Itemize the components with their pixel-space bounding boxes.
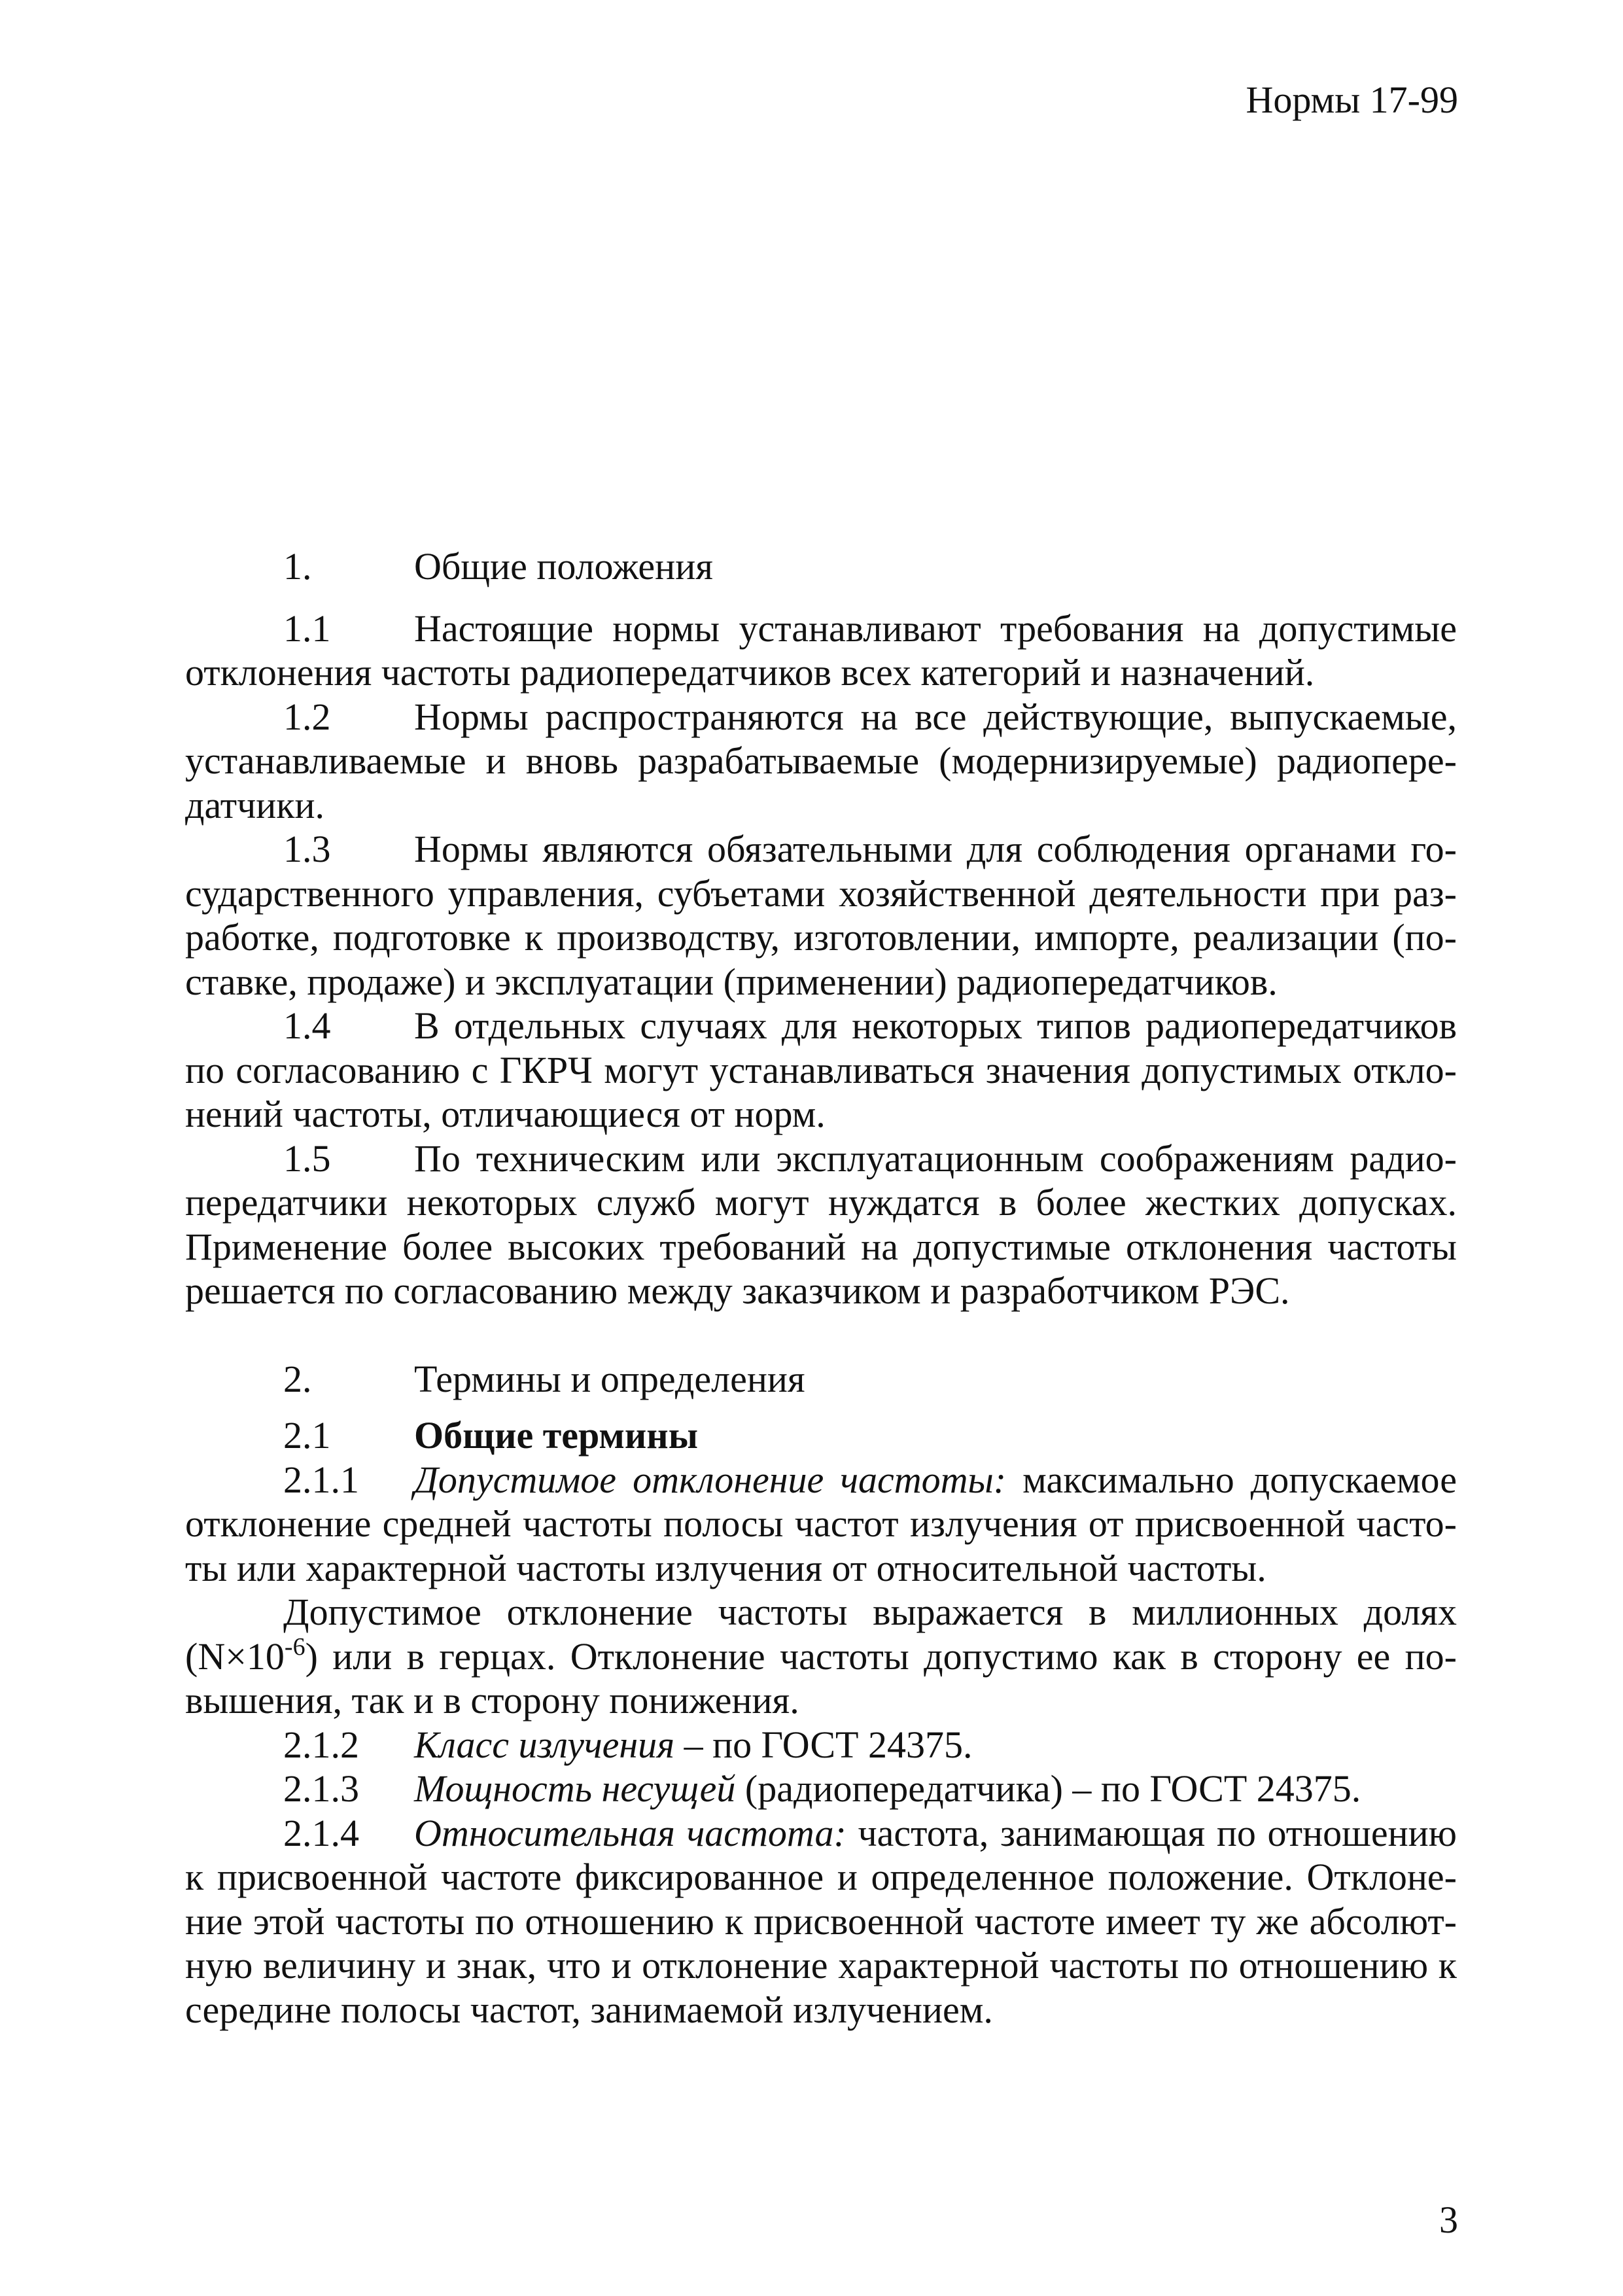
paragraph-text: По техническим или эксплуатационным соображениям радиопередатчики некоторых служб могут нуждатся в более жестких допусках. Применение более высоких требований на допустимые отклонения частоты решается по согласованию между заказчиком и разработчиком РЭС. (185, 1137, 1457, 1312)
subsection-number: 2.1 (283, 1414, 331, 1457)
document-id-header: Нормы 17-99 (1246, 79, 1458, 121)
term-number: 2.1.4 (283, 1811, 359, 1854)
exponent-superscript: -6 (284, 1633, 305, 1661)
term-definition: максимально допускаемое отклонение средней частоты полосы частот излучения от присвоенной частоты или характерной частоты излучения от относительной частоты. (185, 1458, 1457, 1589)
term-definition: – по ГОСТ 24375. (674, 1723, 973, 1766)
paragraph-text-end: ) или в герцах. Отклонение частоты допустимо как в сторону ее повышения, так и в сторону понижения. (185, 1634, 1457, 1722)
term-name: Мощность несущей (414, 1767, 736, 1810)
term-2-1-1 (185, 1458, 1457, 1591)
section-title: Термины и определения (414, 1357, 805, 1400)
section-title: Общие положения (414, 545, 713, 588)
paragraph-text: В отдельных случаях для некоторых типов радиопередатчиков по согласованию с ГКРЧ могут устанавливаться значения допустимых отклонений частоты, отличающиеся от норм. (185, 1004, 1457, 1135)
paragraph-number: 1.1 (283, 607, 331, 650)
section-number: 1. (283, 545, 312, 588)
deviation-note-paragraph (185, 1590, 1457, 1723)
term-2-1-3 (185, 1767, 1457, 1811)
paragraph-1-3 (185, 827, 1457, 1004)
subsection-2-1-heading (185, 1413, 1457, 1458)
paragraph-text: Нормы распространяются на все действующие, выпускаемые, устанавливаемые и вновь разрабатываемые (модернизируемые) радиопередатчики. (185, 695, 1457, 826)
term-name: Класс излучения (414, 1723, 675, 1766)
paragraph-1-1 (185, 607, 1457, 695)
paragraph-number: 1.3 (283, 828, 331, 870)
paragraph-1-5 (185, 1137, 1457, 1313)
paragraph-number: 1.2 (283, 695, 331, 738)
term-2-1-2 (185, 1723, 1457, 1767)
term-number: 2.1.3 (283, 1767, 359, 1810)
term-name: Относительная частота: (414, 1811, 846, 1854)
paragraph-text: Нормы являются обязательными для соблюдения органами государственного управления, субъетами хозяйственной деятельности при разработке, подготовке к производству, изготовлении, импорте, реализации (поставке, продаже) и эксплуатации (применении) радиопередатчиков. (185, 828, 1457, 1003)
term-number: 2.1.1 (283, 1458, 359, 1501)
paragraph-number: 1.4 (283, 1004, 331, 1047)
term-2-1-4 (185, 1811, 1457, 2032)
subsection-title: Общие термины (414, 1414, 698, 1457)
paragraph-number: 1.5 (283, 1137, 331, 1180)
document-body (185, 544, 1457, 2032)
section-2-heading (185, 1357, 1457, 1402)
section-number: 2. (283, 1357, 312, 1400)
term-definition: частота, занимающая по отношению к присвоенной частоте фиксированное и определенное положение. Отклонение этой частоты по отношению к присвоенной частоте имеет ту же абсолютную величину и знак, что и отклонение характерной частоты по отношению к середине полосы частот, занимаемой излучением. (185, 1811, 1457, 2031)
page-number: 3 (1439, 2199, 1458, 2241)
paragraph-1-2 (185, 695, 1457, 828)
term-name: Допустимое отклонение частоты: (414, 1458, 1007, 1501)
paragraph-1-4 (185, 1004, 1457, 1137)
paragraph-text: Настоящие нормы устанавливают требования на допустимые отклонения частоты радиопередатчиков всех категорий и назначений. (185, 607, 1457, 694)
term-number: 2.1.2 (283, 1723, 359, 1766)
term-definition: (радиопередатчика) – по ГОСТ 24375. (735, 1767, 1361, 1810)
paragraph-text-start: Допустимое отклонение частоты выражается в миллионных долях (N×10 (185, 1591, 1457, 1678)
section-1-heading (185, 544, 1457, 589)
